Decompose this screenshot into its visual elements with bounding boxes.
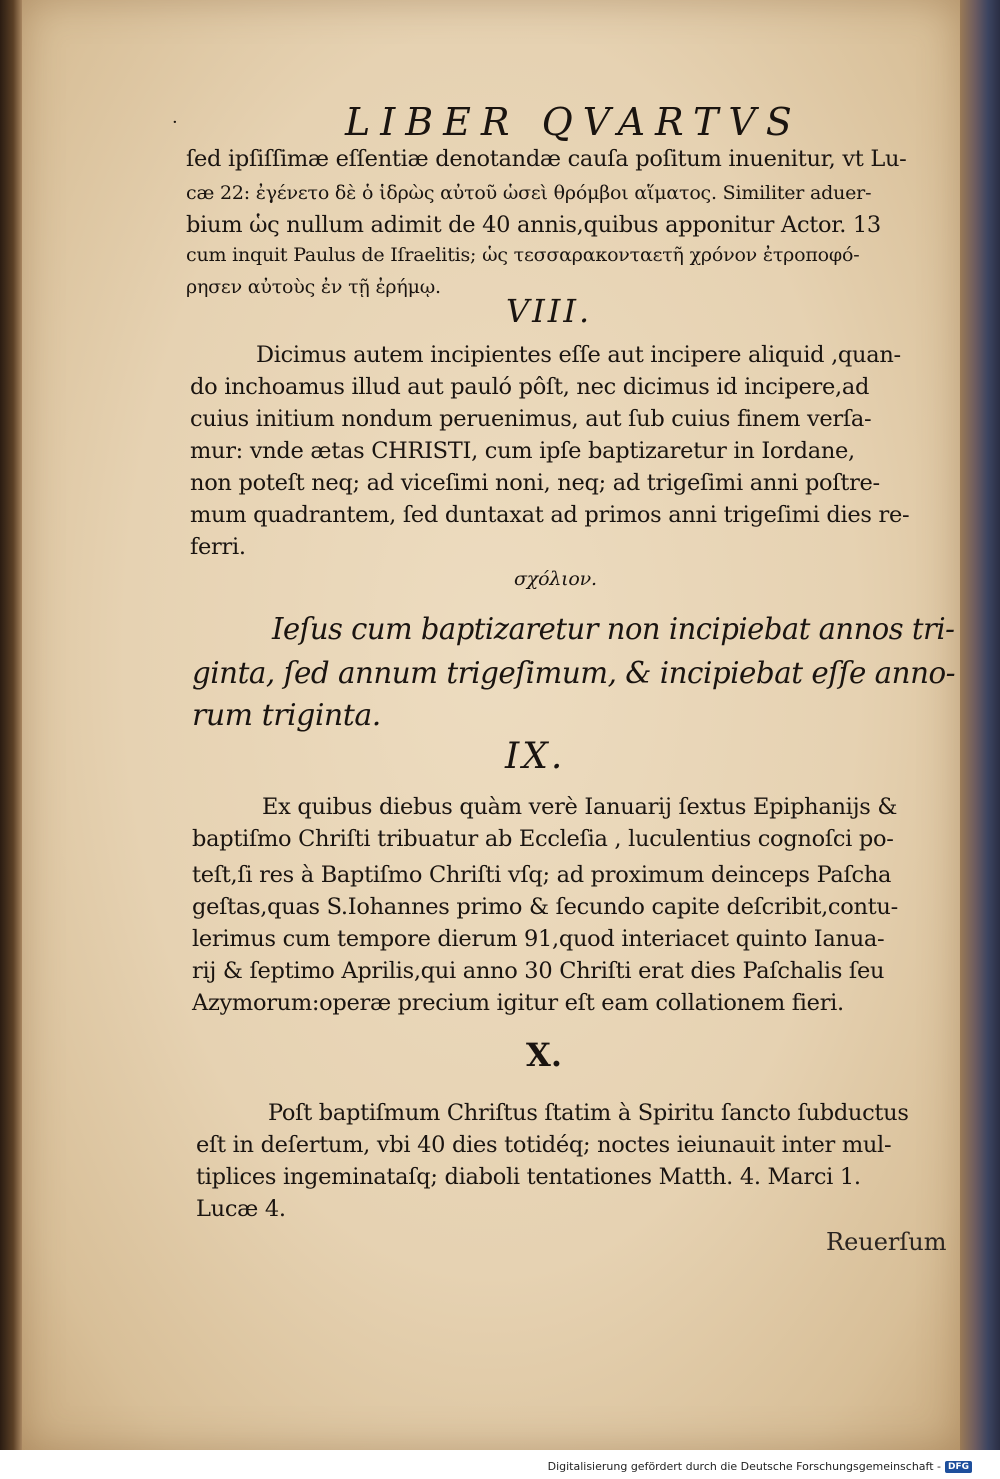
section-heading-viii: VIII. — [506, 292, 593, 330]
scan-edge-left — [0, 0, 22, 1479]
text-line: ginta, ſed annum trigeſimum, & incipiebat eſſe anno- — [192, 656, 956, 691]
text-line: non poteſt neq; ad viceſimi noni, neq; ad trigeſimi anni poſtre- — [190, 470, 880, 496]
text-line: mur: vnde ætas CHRISTI, cum ipſe baptizaretur in Iordane, — [190, 438, 855, 464]
funding-note — [548, 1460, 972, 1473]
scholion-heading: σχόλιον. — [514, 568, 597, 590]
text-line: geſtas,quas S.Iohannes primo & ſecundo capite deſcribit,contu- — [192, 894, 898, 920]
text-line: lerimus cum tempore dierum 91,quod interiacet quinto Ianua- — [192, 926, 885, 952]
funding-text: Digitalisierung gefördert durch die Deutsche Forschungsgemeinschaft - — [547, 1460, 941, 1473]
text-line: baptiſmo Chriſti tribuatur ab Eccleſia , luculentius cognoſci po- — [192, 826, 894, 852]
text-line: tiplices ingeminataſq; diaboli tentationes Matth. 4. Marci 1. — [196, 1164, 861, 1190]
text-line: Ex quibus diebus quàm verè Ianuarij ſextus Epiphanijs & — [262, 794, 898, 820]
text-line: rij & ſeptimo Aprilis,qui anno 30 Chriſti erat dies Paſchalis ſeu — [192, 958, 885, 984]
text-line: ρησεν αὐτοὺς ἐν τῇ ἐρήμῳ. — [186, 276, 441, 298]
text-line: Lucæ 4. — [196, 1196, 286, 1222]
text-line: Azymorum:operæ precium igitur eſt eam collationem fieri. — [192, 990, 844, 1016]
text-line: mum quadrantem, ſed duntaxat ad primos anni trigeſimi dies re- — [190, 502, 910, 528]
text-line: eſt in deſertum, vbi 40 dies totidéq; noctes ieiunauit inter mul- — [196, 1132, 892, 1158]
section-heading-ix: IX. — [505, 736, 566, 777]
catchword: Reuerſum — [826, 1228, 947, 1256]
section-heading-x: X. — [526, 1036, 562, 1074]
text-line: cuius initium nondum peruenimus, aut ſub cuius finem verſa- — [190, 406, 872, 432]
running-head: LIBER QVARTVS — [345, 100, 802, 144]
text-line: teſt,ſi res à Baptiſmo Chriſti vſq; ad proximum deinceps Paſcha — [192, 862, 892, 888]
text-line: ſed ipſiſſimæ eſſentiæ denotandæ cauſa poſitum inuenitur, vt Lu- — [186, 146, 907, 172]
page-marker: · — [172, 112, 178, 133]
dfg-logo-icon: DFG — [945, 1461, 972, 1473]
text-line: rum triginta. — [192, 698, 381, 733]
text-line: do inchoamus illud aut pauló pôſt, nec dicimus id incipere,ad — [190, 374, 870, 400]
text-line: cæ 22: ἐγένετο δὲ ὁ ἱδρὼς αὐτοῦ ὡσεὶ θρόμβοι αἵματος. Similiter aduer- — [186, 182, 872, 204]
text-line: bium ὡς nullum adimit de 40 annis,quibus apponitur Actor. 13 — [186, 212, 881, 238]
text-line: cum inquit Paulus de Iſraelitis; ὡς τεσσαρακονταετῆ χρόνον ἐτροποφό- — [186, 244, 860, 266]
text-line: Poſt baptiſmum Chriſtus ſtatim à Spiritu ſancto ſubductus — [268, 1100, 909, 1126]
scan-edge-right — [960, 0, 1000, 1479]
footer-strip — [0, 1450, 1000, 1479]
text-line: Ieſus cum baptizaretur non incipiebat annos tri- — [272, 612, 955, 647]
text-line: Dicimus autem incipientes eſſe aut incipere aliquid ,quan- — [256, 342, 901, 368]
text-line: ferri. — [190, 534, 246, 560]
